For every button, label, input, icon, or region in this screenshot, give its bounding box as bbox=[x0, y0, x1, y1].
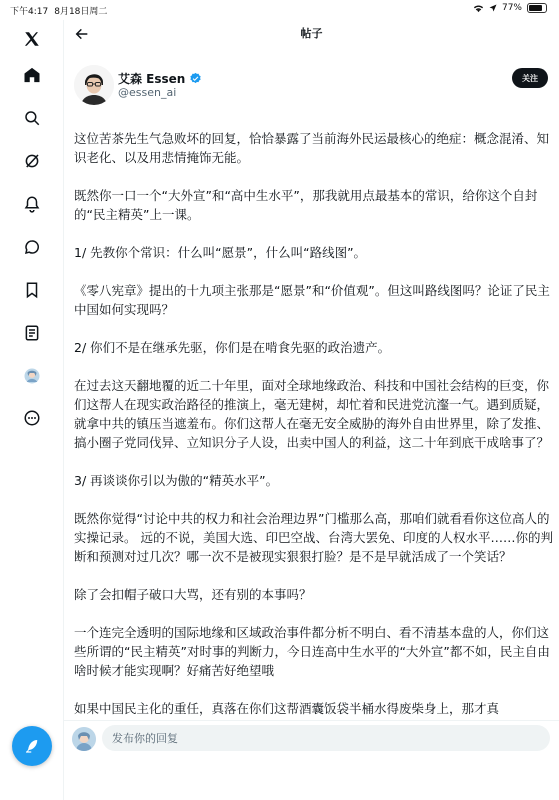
post-paragraph: 既然你觉得“讨论中共的权力和社会治理边界”门槛那么高，那咱们就看看你这位高人的实操记录。 远的不说，美国大选、印巴空战、台湾大罢免、印度的人权水平……你的判断和预测对过几次？哪一次不是被现实狠狠打脸？是不是早就活成了一个笑话？ bbox=[74, 511, 553, 564]
post-body bbox=[74, 129, 554, 737]
location-icon bbox=[489, 4, 497, 12]
wifi-icon bbox=[473, 4, 484, 13]
reply-user-avatar bbox=[72, 727, 96, 751]
post-paragraph: 如果中国民主化的重任，真落在你们这帮酒囊饭袋半桶水得废柴身上，那才真 bbox=[74, 701, 500, 716]
verified-badge-icon bbox=[189, 72, 202, 85]
top-header bbox=[64, 20, 559, 48]
x-logo-icon[interactable] bbox=[20, 27, 44, 51]
post-paragraph: 一个连完全透明的国际地缘和区域政治事件都分析不明白、看不清基本盘的人，你们这些所谓的“民主精英”对时事的判断力，今日连高中生水平的“大外宣”都不如，民主自由啥时候才能实现啊？好痛苦好绝望哦 bbox=[74, 625, 550, 678]
author-handle[interactable]: @essen_ai bbox=[118, 86, 177, 99]
profile-avatar-icon[interactable] bbox=[20, 364, 44, 388]
battery-icon bbox=[527, 3, 547, 13]
post-paragraph: 《零八宪章》提出的十九项主张那是“愿景”和“价值观”。但这叫路线图吗？论证了民主中国如何实现吗？ bbox=[74, 283, 550, 317]
compose-post-button[interactable] bbox=[12, 726, 52, 766]
notifications-icon[interactable] bbox=[20, 192, 44, 216]
feather-icon bbox=[23, 737, 41, 755]
follow-button[interactable]: 关注 bbox=[512, 68, 548, 88]
post-paragraph: 除了会扣帽子破口大骂，还有别的本事吗？ bbox=[74, 587, 312, 602]
reply-bar bbox=[64, 720, 559, 800]
messages-icon[interactable] bbox=[20, 235, 44, 259]
page-title: 帖子 bbox=[300, 27, 323, 40]
post-paragraph: 1/ 先教你个常识：什么叫“愿景”，什么叫“路线图”。 bbox=[74, 245, 367, 260]
post-paragraph: 这位苦茶先生气急败坏的回复，恰恰暴露了当前海外民运最核心的绝症：概念混淆、知识老化、以及用悲情掩饰无能。 bbox=[74, 131, 550, 165]
lists-icon[interactable] bbox=[20, 321, 44, 345]
more-icon[interactable] bbox=[20, 406, 44, 430]
home-icon[interactable] bbox=[20, 63, 44, 87]
sidebar bbox=[0, 20, 64, 800]
battery-percent: 77% bbox=[501, 3, 522, 13]
author-display-name[interactable]: 艾森 Essen bbox=[118, 72, 186, 86]
status-time: 下午4:17 bbox=[10, 7, 49, 17]
post-paragraph: 3/ 再谈谈你引以为傲的“精英水平”。 bbox=[74, 473, 279, 488]
grok-icon[interactable] bbox=[20, 149, 44, 173]
post-paragraph: 2/ 你们不是在继承先驱，你们是在啃食先驱的政治遗产。 bbox=[74, 340, 391, 355]
post-paragraph: 在过去这天翻地覆的近二十年里，面对全球地缘政治、科技和中国社会结构的巨变，你们这帮人在现实政治路径的推演上，毫无建树，却忙着和民进党沆瀣一气。遇到质疑，就拿中共的镇压当遮羞布。你们这帮人在毫无安全威胁的海外自由世界里，除了发推、搞小圈子党同伐异、立知识分子人设，出卖中国人的利益，这二十年到底干成啥事了？ bbox=[74, 378, 550, 450]
reply-input[interactable] bbox=[102, 725, 550, 751]
status-date: 8月18日周二 bbox=[54, 7, 108, 17]
bookmarks-icon[interactable] bbox=[20, 278, 44, 302]
author-avatar[interactable] bbox=[74, 65, 114, 105]
author-name[interactable] bbox=[118, 70, 202, 87]
search-icon[interactable] bbox=[20, 106, 44, 130]
post-paragraph: 既然你一口一个“大外宣”和“高中生水平”，那我就用点最基本的常识，给你这个自封的“民主精英”上一课。 bbox=[74, 188, 538, 222]
status-bar bbox=[0, 0, 559, 20]
